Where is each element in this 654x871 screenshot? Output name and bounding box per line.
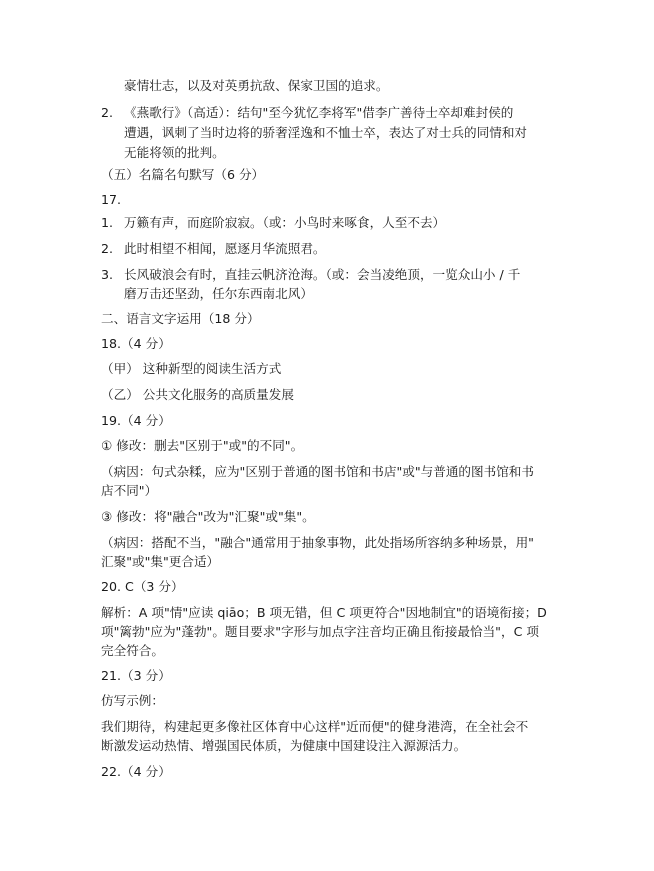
text-line: （病因：句式杂糅，应为"区别于普通的图书馆和书店"或"与普通的图书馆和书 [101,464,534,479]
text-line: 断激发运动热情、增强国民体质，为健康中国建设注入源源活力。 [101,738,467,753]
section-heading: 二、语言文字运用（18 分） [101,311,260,326]
question-number: 21.（3 分） [101,668,171,683]
text-line: 豪情壮志，以及对英勇抗敌、保家卫国的追求。 [124,78,389,93]
question-number: 18.（4 分） [101,336,171,351]
text-line: 汇聚"或"集"更合适） [101,554,220,569]
text-line: 万籁有声，而庭阶寂寂。（或：小鸟时来啄食，人至不去） [124,215,446,230]
text-line: ① 修改：删去"区别于"或"的不同"。 [101,438,304,453]
text-line: 无能将领的批判。 [124,145,225,160]
text-line: 店不同"） [101,483,158,498]
text-line: 解析：A 项"情"应读 qiāo；B 项无错，但 C 项更符合"因地制宜"的语境衔接；D [101,605,547,620]
text-line: 《燕歌行》（高适）：结句"至今犹忆李将军"借李广善待士卒却难封侯的 [124,105,514,120]
text-line: 此时相望不相闻，愿逐月华流照君。 [124,241,326,256]
text-line: 长风破浪会有时，直挂云帆济沧海。（或：会当凌绝顶，一览众山小 / 千 [124,267,521,282]
list-number: 2. [101,241,114,256]
text-line: 仿写示例： [101,693,164,708]
question-number: 19.（4 分） [101,413,171,428]
text-line: （病因：搭配不当，"融合"通常用于抽象事物，此处指场所容纳多种场景，用" [101,535,534,550]
text-line: 完全符合。 [101,643,164,658]
question-number: 20. C（3 分） [101,579,184,594]
list-number: 2. [101,105,114,120]
text-line: （乙） 公共文化服务的高质量发展 [101,387,294,402]
question-number: 22.（4 分） [101,764,171,779]
text-line: 我们期待，构建起更多像社区体育中心这样"近而便"的健身港湾，在全社会不 [101,719,529,734]
list-number: 3. [101,267,114,282]
list-number: 1. [101,215,114,230]
question-number: 17. [101,192,122,207]
text-line: 项"篱勃"应为"蓬勃"。题目要求"字形与加点字注音均正确且衔接最恰当"，C 项 [101,624,539,639]
text-line: ③ 修改：将"融合"改为"汇聚"或"集"。 [101,509,315,524]
text-line: 遭遇，讽刺了当时边将的骄奢淫逸和不恤士卒，表达了对士兵的同情和对 [124,125,527,140]
text-line: （甲） 这种新型的阅读生活方式 [101,361,282,376]
section-heading: （五）名篇名句默写（6 分） [101,167,265,182]
text-line: 磨万击还坚劲，任尔东西南北风） [124,286,313,301]
